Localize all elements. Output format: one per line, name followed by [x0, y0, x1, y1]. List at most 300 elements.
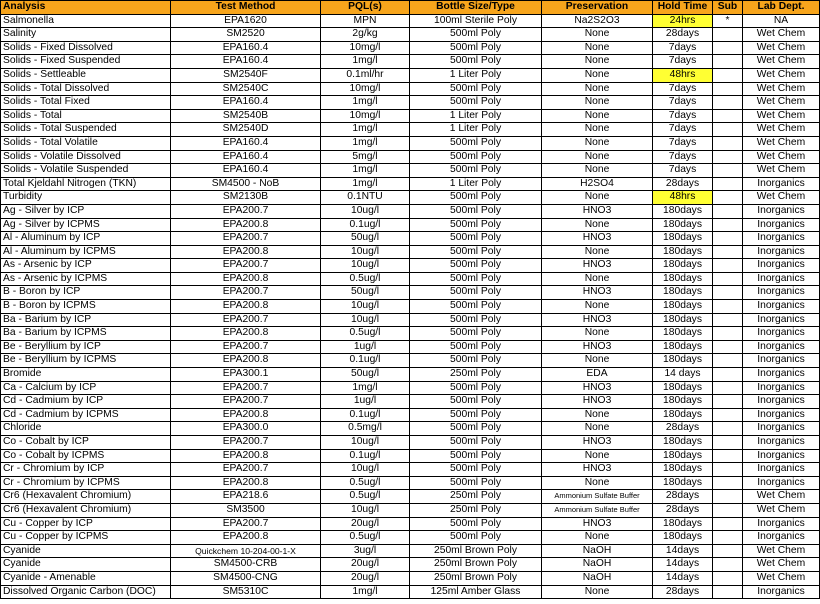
- cell-preservation: None: [542, 354, 653, 368]
- cell-lab-dept: Inorganics: [743, 449, 820, 463]
- cell-bottle: 250ml Poly: [410, 368, 542, 382]
- cell-hold-time: 7days: [653, 123, 713, 137]
- cell-lab-dept: Wet Chem: [743, 571, 820, 585]
- table-row: [1, 490, 820, 504]
- cell-preservation: None: [542, 531, 653, 545]
- cell-preservation: EDA: [542, 368, 653, 382]
- cell-hold-time: 180days: [653, 408, 713, 422]
- table-row: [1, 354, 820, 368]
- cell-pql: 0.1ug/l: [321, 354, 410, 368]
- cell-analysis: Solids - Total: [1, 109, 171, 123]
- cell-bottle: 500ml Poly: [410, 82, 542, 96]
- cell-pql: 10ug/l: [321, 503, 410, 517]
- cell-bottle: 500ml Poly: [410, 517, 542, 531]
- cell-hold-time: 180days: [653, 300, 713, 314]
- table-row: [1, 531, 820, 545]
- cell-sub: [713, 408, 743, 422]
- table-row: [1, 123, 820, 137]
- cell-preservation: Ammonium Sulfate Buffer: [542, 503, 653, 517]
- cell-analysis: Co - Cobalt by ICP: [1, 436, 171, 450]
- cell-analysis: Co - Cobalt by ICPMS: [1, 449, 171, 463]
- cell-bottle: 500ml Poly: [410, 204, 542, 218]
- table-row: [1, 41, 820, 55]
- cell-analysis: Cyanide: [1, 544, 171, 558]
- table-row: [1, 327, 820, 341]
- cell-bottle: 500ml Poly: [410, 136, 542, 150]
- table-row: [1, 14, 820, 28]
- cell-preservation: HNO3: [542, 259, 653, 273]
- cell-lab-dept: Inorganics: [743, 531, 820, 545]
- cell-preservation: None: [542, 218, 653, 232]
- cell-test-method: EPA200.8: [171, 531, 321, 545]
- cell-sub: [713, 476, 743, 490]
- cell-lab-dept: Inorganics: [743, 286, 820, 300]
- cell-test-method: SM2540B: [171, 109, 321, 123]
- cell-preservation: NaOH: [542, 558, 653, 572]
- cell-lab-dept: Inorganics: [743, 272, 820, 286]
- table-row: [1, 286, 820, 300]
- cell-hold-time: 14days: [653, 571, 713, 585]
- cell-hold-time: 28days: [653, 503, 713, 517]
- cell-test-method: EPA200.7: [171, 340, 321, 354]
- cell-pql: 1ug/l: [321, 340, 410, 354]
- cell-analysis: Be - Beryllium by ICPMS: [1, 354, 171, 368]
- cell-analysis: Al - Aluminum by ICPMS: [1, 245, 171, 259]
- cell-test-method: SM2540C: [171, 82, 321, 96]
- table-row: [1, 109, 820, 123]
- cell-lab-dept: Wet Chem: [743, 109, 820, 123]
- cell-hold-time: 14days: [653, 558, 713, 572]
- cell-bottle: 250ml Brown Poly: [410, 558, 542, 572]
- cell-hold-time: 24hrs: [653, 14, 713, 28]
- cell-preservation: None: [542, 476, 653, 490]
- cell-pql: 1mg/l: [321, 96, 410, 110]
- cell-analysis: Cr6 (Hexavalent Chromium): [1, 490, 171, 504]
- cell-pql: 0.1ug/l: [321, 449, 410, 463]
- cell-pql: 0.5ug/l: [321, 327, 410, 341]
- table-row: [1, 136, 820, 150]
- cell-sub: [713, 150, 743, 164]
- cell-test-method: SM4500 - NoB: [171, 177, 321, 191]
- cell-hold-time: 180days: [653, 449, 713, 463]
- cell-lab-dept: Wet Chem: [743, 55, 820, 69]
- cell-hold-time: 180days: [653, 436, 713, 450]
- cell-test-method: EPA300.0: [171, 422, 321, 436]
- cell-bottle: 500ml Poly: [410, 340, 542, 354]
- cell-pql: 0.5ug/l: [321, 476, 410, 490]
- column-header-lab-dept: Lab Dept.: [743, 1, 820, 15]
- cell-pql: 0.1ml/hr: [321, 68, 410, 82]
- cell-hold-time: 180days: [653, 218, 713, 232]
- cell-bottle: 500ml Poly: [410, 327, 542, 341]
- cell-bottle: 500ml Poly: [410, 96, 542, 110]
- cell-pql: 10ug/l: [321, 245, 410, 259]
- cell-sub: [713, 327, 743, 341]
- cell-analysis: Be - Beryllium by ICP: [1, 340, 171, 354]
- cell-analysis: Ba - Barium by ICPMS: [1, 327, 171, 341]
- cell-sub: [713, 55, 743, 69]
- cell-preservation: HNO3: [542, 340, 653, 354]
- table-row: [1, 28, 820, 42]
- cell-test-method: EPA160.4: [171, 150, 321, 164]
- cell-bottle: 500ml Poly: [410, 449, 542, 463]
- cell-test-method: SM2520: [171, 28, 321, 42]
- cell-bottle: 1 Liter Poly: [410, 123, 542, 137]
- table-row: [1, 82, 820, 96]
- cell-test-method: EPA200.7: [171, 517, 321, 531]
- table-row: [1, 177, 820, 191]
- table-row: [1, 436, 820, 450]
- cell-preservation: None: [542, 123, 653, 137]
- cell-bottle: 500ml Poly: [410, 28, 542, 42]
- cell-test-method: EPA200.7: [171, 259, 321, 273]
- cell-preservation: None: [542, 408, 653, 422]
- cell-pql: 10mg/l: [321, 109, 410, 123]
- cell-lab-dept: Inorganics: [743, 232, 820, 246]
- cell-bottle: 500ml Poly: [410, 245, 542, 259]
- cell-pql: 1ug/l: [321, 395, 410, 409]
- cell-lab-dept: NA: [743, 14, 820, 28]
- cell-test-method: Quickchem 10-204-00-1-X: [171, 544, 321, 558]
- cell-bottle: 500ml Poly: [410, 259, 542, 273]
- cell-sub: [713, 503, 743, 517]
- cell-sub: [713, 28, 743, 42]
- cell-sub: *: [713, 14, 743, 28]
- cell-bottle: 1 Liter Poly: [410, 177, 542, 191]
- cell-lab-dept: Inorganics: [743, 476, 820, 490]
- cell-sub: [713, 68, 743, 82]
- cell-sub: [713, 571, 743, 585]
- cell-test-method: EPA200.8: [171, 272, 321, 286]
- cell-lab-dept: Inorganics: [743, 177, 820, 191]
- cell-hold-time: 28days: [653, 422, 713, 436]
- table-row: [1, 218, 820, 232]
- cell-lab-dept: Wet Chem: [743, 150, 820, 164]
- cell-analysis: As - Arsenic by ICP: [1, 259, 171, 273]
- cell-analysis: Cr - Chromium by ICPMS: [1, 476, 171, 490]
- column-header-sub: Sub: [713, 1, 743, 15]
- cell-lab-dept: Inorganics: [743, 436, 820, 450]
- cell-bottle: 500ml Poly: [410, 164, 542, 178]
- cell-hold-time: 180days: [653, 272, 713, 286]
- cell-analysis: Total Kjeldahl Nitrogen (TKN): [1, 177, 171, 191]
- table-row: [1, 558, 820, 572]
- cell-hold-time: 180days: [653, 232, 713, 246]
- cell-lab-dept: Inorganics: [743, 259, 820, 273]
- cell-bottle: 500ml Poly: [410, 463, 542, 477]
- cell-sub: [713, 259, 743, 273]
- cell-preservation: None: [542, 96, 653, 110]
- cell-pql: 10mg/l: [321, 41, 410, 55]
- cell-test-method: SM2130B: [171, 191, 321, 205]
- cell-lab-dept: Wet Chem: [743, 558, 820, 572]
- cell-bottle: 500ml Poly: [410, 218, 542, 232]
- cell-lab-dept: Inorganics: [743, 218, 820, 232]
- table-row: [1, 368, 820, 382]
- cell-hold-time: 28days: [653, 490, 713, 504]
- cell-sub: [713, 449, 743, 463]
- table-row: [1, 571, 820, 585]
- cell-bottle: 500ml Poly: [410, 41, 542, 55]
- cell-hold-time: 180days: [653, 245, 713, 259]
- cell-test-method: EPA200.7: [171, 313, 321, 327]
- cell-sub: [713, 191, 743, 205]
- cell-bottle: 250ml Poly: [410, 503, 542, 517]
- table-row: [1, 96, 820, 110]
- cell-hold-time: 180days: [653, 286, 713, 300]
- cell-analysis: Cu - Copper by ICP: [1, 517, 171, 531]
- cell-analysis: Solids - Fixed Dissolved: [1, 41, 171, 55]
- column-header-pql: PQL(s): [321, 1, 410, 15]
- cell-pql: 1mg/l: [321, 381, 410, 395]
- table-row: [1, 503, 820, 517]
- table-row: [1, 164, 820, 178]
- cell-analysis: Ag - Silver by ICP: [1, 204, 171, 218]
- table-row: [1, 585, 820, 599]
- cell-pql: 10ug/l: [321, 259, 410, 273]
- cell-pql: 1mg/l: [321, 123, 410, 137]
- cell-analysis: Ca - Calcium by ICP: [1, 381, 171, 395]
- cell-hold-time: 28days: [653, 585, 713, 599]
- cell-sub: [713, 96, 743, 110]
- cell-hold-time: 180days: [653, 531, 713, 545]
- column-header-hold-time: Hold Time: [653, 1, 713, 15]
- cell-sub: [713, 272, 743, 286]
- cell-sub: [713, 82, 743, 96]
- cell-pql: 10ug/l: [321, 300, 410, 314]
- cell-preservation: None: [542, 82, 653, 96]
- cell-test-method: EPA200.8: [171, 245, 321, 259]
- cell-pql: 1mg/l: [321, 585, 410, 599]
- cell-lab-dept: Wet Chem: [743, 68, 820, 82]
- cell-preservation: HNO3: [542, 286, 653, 300]
- cell-analysis: Dissolved Organic Carbon (DOC): [1, 585, 171, 599]
- cell-pql: 0.5ug/l: [321, 490, 410, 504]
- cell-bottle: 500ml Poly: [410, 354, 542, 368]
- cell-pql: 0.5ug/l: [321, 272, 410, 286]
- cell-lab-dept: Wet Chem: [743, 136, 820, 150]
- cell-lab-dept: Wet Chem: [743, 123, 820, 137]
- cell-lab-dept: Inorganics: [743, 395, 820, 409]
- cell-preservation: None: [542, 164, 653, 178]
- cell-sub: [713, 136, 743, 150]
- cell-bottle: 250ml Brown Poly: [410, 571, 542, 585]
- cell-pql: 1mg/l: [321, 164, 410, 178]
- cell-test-method: EPA200.7: [171, 232, 321, 246]
- cell-analysis: Chloride: [1, 422, 171, 436]
- cell-analysis: Cu - Copper by ICPMS: [1, 531, 171, 545]
- cell-analysis: Ba - Barium by ICP: [1, 313, 171, 327]
- cell-pql: 50ug/l: [321, 232, 410, 246]
- cell-sub: [713, 490, 743, 504]
- table-row: [1, 476, 820, 490]
- cell-sub: [713, 517, 743, 531]
- cell-lab-dept: Wet Chem: [743, 490, 820, 504]
- cell-test-method: SM4500-CRB: [171, 558, 321, 572]
- cell-pql: 20ug/l: [321, 571, 410, 585]
- cell-bottle: 500ml Poly: [410, 395, 542, 409]
- cell-bottle: 500ml Poly: [410, 381, 542, 395]
- cell-pql: 10ug/l: [321, 463, 410, 477]
- cell-hold-time: 180days: [653, 517, 713, 531]
- cell-analysis: Cr - Chromium by ICP: [1, 463, 171, 477]
- table-row: [1, 68, 820, 82]
- cell-lab-dept: Wet Chem: [743, 28, 820, 42]
- cell-pql: 0.1ug/l: [321, 408, 410, 422]
- cell-sub: [713, 544, 743, 558]
- cell-hold-time: 7days: [653, 150, 713, 164]
- cell-hold-time: 28days: [653, 28, 713, 42]
- cell-pql: 3ug/l: [321, 544, 410, 558]
- cell-preservation: None: [542, 109, 653, 123]
- cell-test-method: EPA200.8: [171, 354, 321, 368]
- table-row: [1, 150, 820, 164]
- cell-preservation: HNO3: [542, 436, 653, 450]
- cell-test-method: EPA200.7: [171, 286, 321, 300]
- cell-pql: 5mg/l: [321, 150, 410, 164]
- cell-hold-time: 7days: [653, 41, 713, 55]
- cell-lab-dept: Inorganics: [743, 313, 820, 327]
- cell-bottle: 125ml Amber Glass: [410, 585, 542, 599]
- cell-pql: 0.1ug/l: [321, 218, 410, 232]
- cell-hold-time: 48hrs: [653, 191, 713, 205]
- cell-pql: 1mg/l: [321, 55, 410, 69]
- cell-test-method: SM2540F: [171, 68, 321, 82]
- cell-analysis: Cyanide - Amenable: [1, 571, 171, 585]
- cell-pql: 10ug/l: [321, 313, 410, 327]
- cell-preservation: None: [542, 272, 653, 286]
- cell-lab-dept: Wet Chem: [743, 503, 820, 517]
- cell-test-method: EPA200.8: [171, 300, 321, 314]
- table-row: [1, 517, 820, 531]
- cell-hold-time: 180days: [653, 381, 713, 395]
- table-row: [1, 204, 820, 218]
- cell-analysis: Cd - Cadmium by ICP: [1, 395, 171, 409]
- cell-lab-dept: Inorganics: [743, 408, 820, 422]
- cell-pql: 50ug/l: [321, 286, 410, 300]
- cell-sub: [713, 422, 743, 436]
- column-header-bottle: Bottle Size/Type: [410, 1, 542, 15]
- cell-analysis: Bromide: [1, 368, 171, 382]
- cell-test-method: SM4500-CNG: [171, 571, 321, 585]
- table-row: [1, 422, 820, 436]
- cell-pql: 10ug/l: [321, 204, 410, 218]
- cell-sub: [713, 41, 743, 55]
- cell-hold-time: 7days: [653, 55, 713, 69]
- cell-analysis: Solids - Total Dissolved: [1, 82, 171, 96]
- cell-hold-time: 180days: [653, 395, 713, 409]
- cell-lab-dept: Wet Chem: [743, 82, 820, 96]
- cell-bottle: 500ml Poly: [410, 232, 542, 246]
- cell-bottle: 500ml Poly: [410, 191, 542, 205]
- cell-lab-dept: Wet Chem: [743, 96, 820, 110]
- table-row: [1, 232, 820, 246]
- cell-sub: [713, 286, 743, 300]
- cell-sub: [713, 177, 743, 191]
- cell-analysis: Solids - Total Fixed: [1, 96, 171, 110]
- cell-analysis: Cr6 (Hexavalent Chromium): [1, 503, 171, 517]
- cell-sub: [713, 368, 743, 382]
- cell-sub: [713, 218, 743, 232]
- cell-bottle: 500ml Poly: [410, 422, 542, 436]
- cell-preservation: None: [542, 41, 653, 55]
- table-row: [1, 245, 820, 259]
- cell-bottle: 1 Liter Poly: [410, 109, 542, 123]
- cell-test-method: EPA300.1: [171, 368, 321, 382]
- cell-analysis: Solids - Fixed Suspended: [1, 55, 171, 69]
- cell-preservation: None: [542, 300, 653, 314]
- cell-analysis: Cyanide: [1, 558, 171, 572]
- cell-preservation: None: [542, 585, 653, 599]
- cell-test-method: EPA200.7: [171, 463, 321, 477]
- cell-sub: [713, 204, 743, 218]
- cell-analysis: Solids - Volatile Suspended: [1, 164, 171, 178]
- cell-sub: [713, 340, 743, 354]
- cell-sub: [713, 300, 743, 314]
- cell-hold-time: 28days: [653, 177, 713, 191]
- cell-test-method: EPA200.7: [171, 395, 321, 409]
- cell-bottle: 100ml Sterile Poly: [410, 14, 542, 28]
- cell-preservation: None: [542, 150, 653, 164]
- column-header-test-method: Test Method: [171, 1, 321, 15]
- cell-test-method: EPA160.4: [171, 164, 321, 178]
- cell-sub: [713, 436, 743, 450]
- cell-analysis: Solids - Total Suspended: [1, 123, 171, 137]
- cell-pql: 20ug/l: [321, 517, 410, 531]
- cell-bottle: 500ml Poly: [410, 408, 542, 422]
- cell-lab-dept: Inorganics: [743, 245, 820, 259]
- cell-hold-time: 7days: [653, 164, 713, 178]
- column-header-analysis: Analysis: [1, 1, 171, 15]
- cell-test-method: EPA218.6: [171, 490, 321, 504]
- cell-hold-time: 180days: [653, 259, 713, 273]
- cell-bottle: 500ml Poly: [410, 476, 542, 490]
- cell-bottle: 500ml Poly: [410, 286, 542, 300]
- cell-bottle: 500ml Poly: [410, 272, 542, 286]
- cell-hold-time: 180days: [653, 463, 713, 477]
- cell-pql: 20ug/l: [321, 558, 410, 572]
- cell-pql: 1mg/l: [321, 177, 410, 191]
- cell-bottle: 500ml Poly: [410, 531, 542, 545]
- cell-hold-time: 180days: [653, 354, 713, 368]
- cell-test-method: EPA200.8: [171, 327, 321, 341]
- cell-preservation: Ammonium Sulfate Buffer: [542, 490, 653, 504]
- cell-lab-dept: Inorganics: [743, 517, 820, 531]
- cell-preservation: HNO3: [542, 313, 653, 327]
- cell-hold-time: 180days: [653, 476, 713, 490]
- cell-preservation: NaOH: [542, 571, 653, 585]
- cell-analysis: Al - Aluminum by ICP: [1, 232, 171, 246]
- cell-preservation: None: [542, 449, 653, 463]
- cell-sub: [713, 558, 743, 572]
- cell-pql: 0.5mg/l: [321, 422, 410, 436]
- cell-bottle: 500ml Poly: [410, 313, 542, 327]
- cell-hold-time: 14days: [653, 544, 713, 558]
- cell-test-method: EPA160.4: [171, 96, 321, 110]
- table-row: [1, 449, 820, 463]
- cell-hold-time: 7days: [653, 96, 713, 110]
- table-row: [1, 544, 820, 558]
- cell-preservation: None: [542, 68, 653, 82]
- cell-test-method: EPA200.8: [171, 476, 321, 490]
- cell-sub: [713, 381, 743, 395]
- cell-lab-dept: Inorganics: [743, 463, 820, 477]
- cell-test-method: SM2540D: [171, 123, 321, 137]
- cell-hold-time: 7days: [653, 82, 713, 96]
- cell-test-method: SM3500: [171, 503, 321, 517]
- column-header-preservation: Preservation: [542, 1, 653, 15]
- cell-test-method: EPA200.7: [171, 204, 321, 218]
